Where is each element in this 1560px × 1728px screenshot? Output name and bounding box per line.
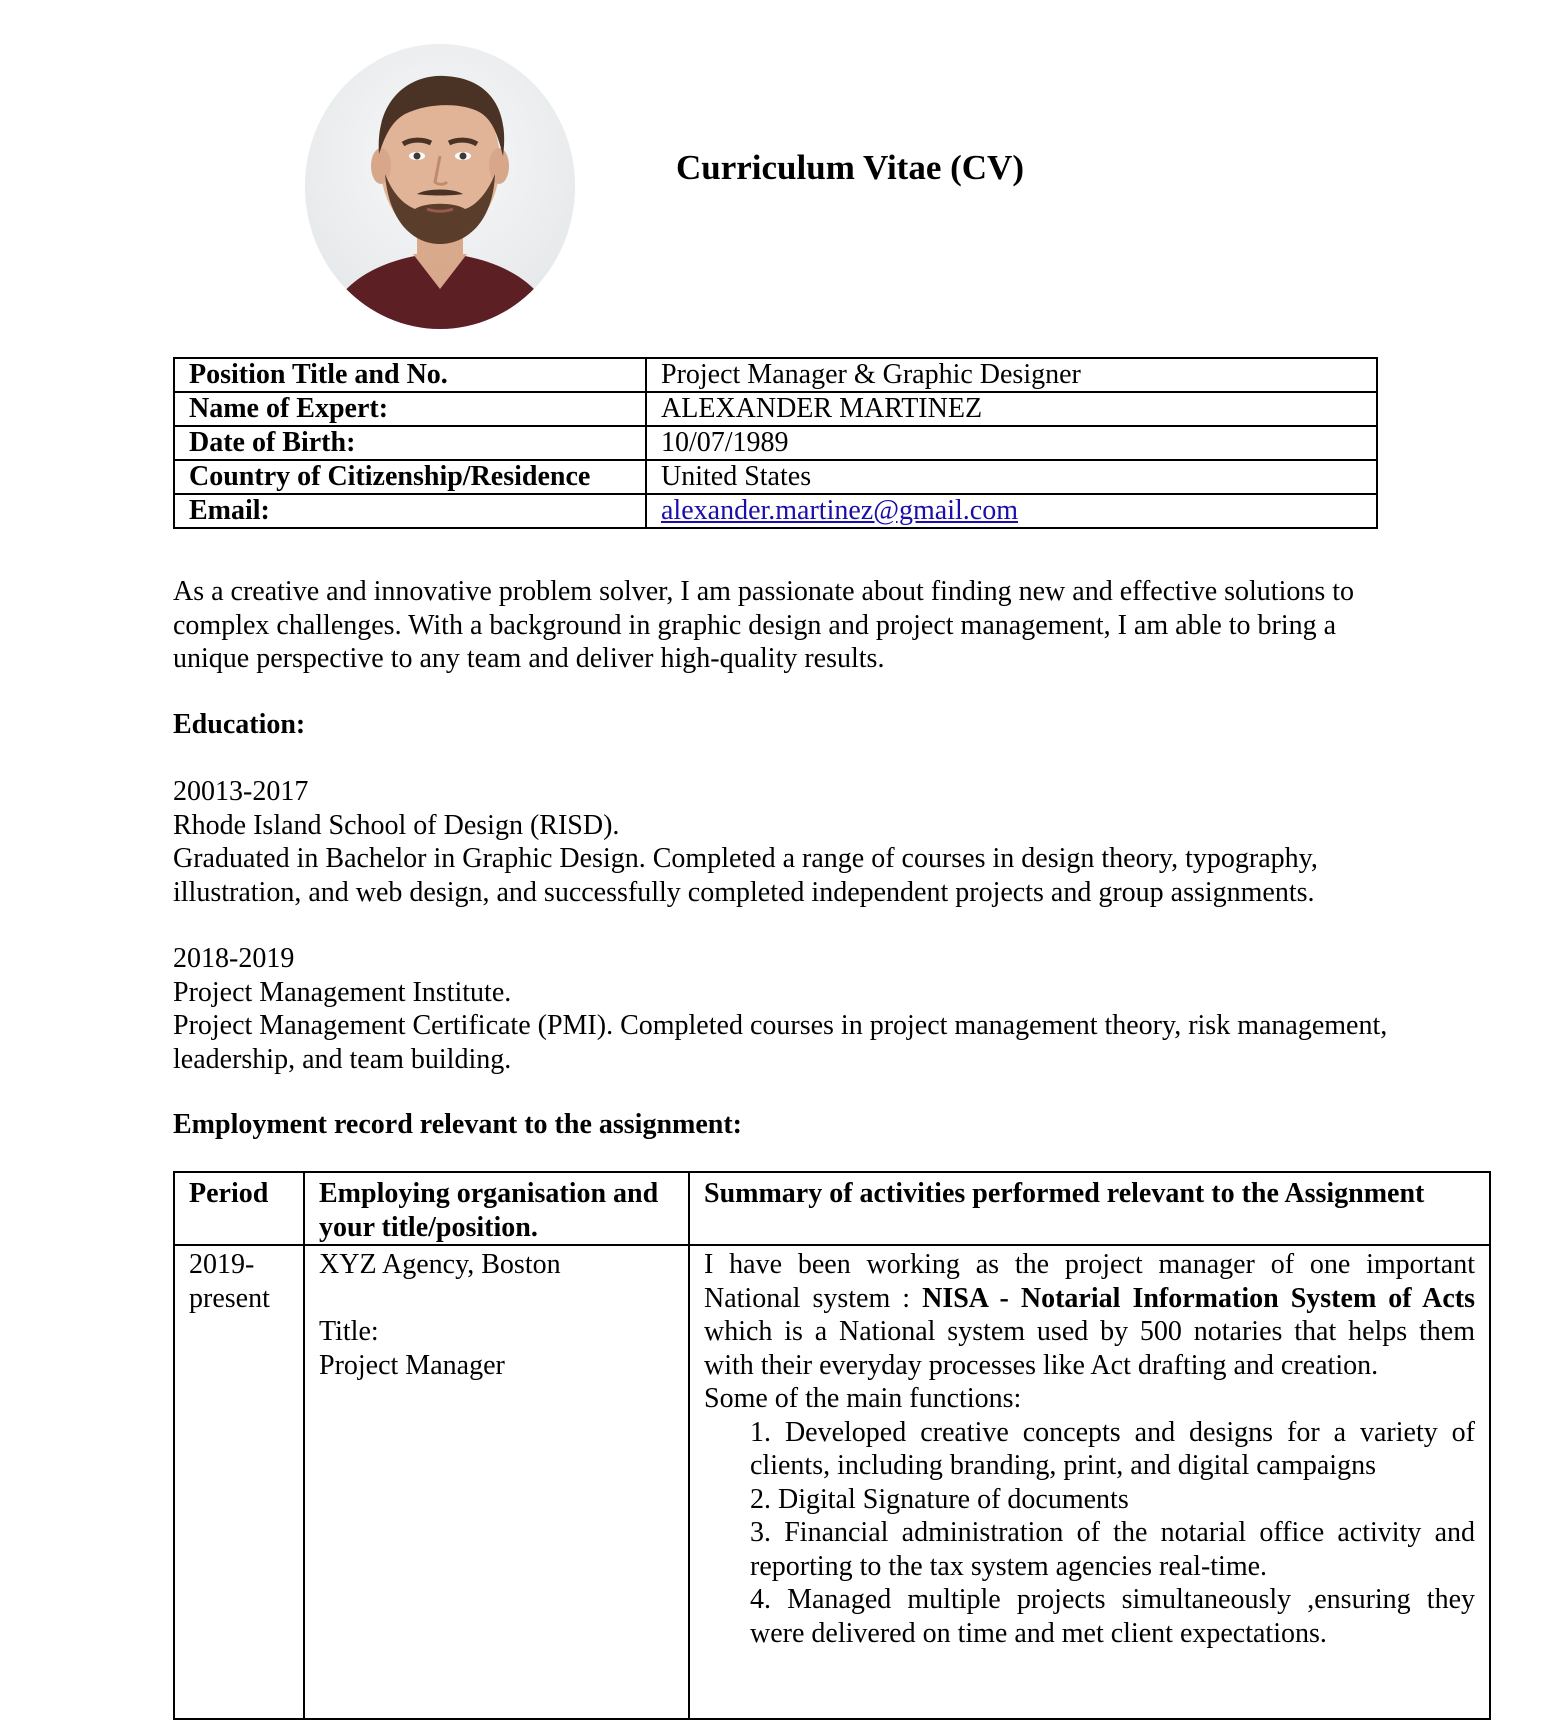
- profile-summary: As a creative and innovative problem solver, I am passionate about finding new and effective solutions to complex challenges. With a background in graphic design and project management, I am able to bring a unique perspective to any team and deliver high-quality results.: [173, 576, 1355, 674]
- info-row-citizenship: [174, 460, 1377, 494]
- employment-row: [174, 1245, 1490, 1719]
- info-value: ALEXANDER MARTINEZ: [646, 392, 1377, 426]
- info-value: 10/07/1989: [646, 426, 1377, 460]
- column-header-period: Period: [174, 1172, 304, 1245]
- education-institution: Rhode Island School of Design (RISD).: [173, 809, 620, 841]
- education-description: Project Management Certificate (PMI). Completed courses in project management theory, risk management, leadership, and team building.: [173, 1010, 1388, 1075]
- info-value: Project Manager & Graphic Designer: [646, 358, 1377, 392]
- employment-organisation: XYZ Agency, Boston: [319, 1249, 561, 1280]
- info-row-email: [174, 494, 1377, 528]
- email-link[interactable]: alexander.martinez@gmail.com: [661, 495, 1018, 526]
- profile-photo-image: [305, 44, 575, 329]
- employment-title-label: Title:: [319, 1316, 379, 1347]
- education-entry: [173, 942, 1403, 1076]
- summary-rest: which is a National system used by 500 notaries that helps them with their everyday processes like Act drafting and creation.: [704, 1316, 1475, 1381]
- education-years: 20013-2017: [173, 776, 309, 807]
- employment-summary: [704, 1248, 1475, 1382]
- list-item: 2. Digital Signature of documents: [750, 1483, 1129, 1515]
- employment-summary-cell: [689, 1245, 1490, 1719]
- info-label: Email:: [174, 494, 646, 528]
- info-row-dob: [174, 426, 1377, 460]
- education-description: Graduated in Bachelor in Graphic Design. Completed a range of courses in design theory, typography, illustration, and web design, and successfully completed independent projects and group assignments.: [173, 843, 1318, 908]
- summary-intro: I have been working as the project manager of one important National system :: [704, 1249, 1475, 1314]
- list-item: 4. Managed multiple projects simultaneously ,ensuring they were delivered on time and met client expectations.: [750, 1584, 1475, 1649]
- column-header-organisation: Employing organisation and your title/position.: [304, 1172, 689, 1245]
- functions-list: [704, 1416, 1475, 1651]
- employment-heading: Employment record relevant to the assignment:: [173, 1109, 742, 1140]
- education-heading: Education:: [173, 709, 306, 740]
- page-title: Curriculum Vitae (CV): [675, 148, 1024, 187]
- info-value: [646, 494, 1377, 528]
- education-entry: [173, 775, 1403, 909]
- column-header-summary: Summary of activities performed relevant to the Assignment: [689, 1172, 1490, 1245]
- list-item: 3. Financial administration of the notarial office activity and reporting to the tax system agencies real-time.: [750, 1517, 1475, 1582]
- info-label: Country of Citizenship/Residence: [174, 460, 646, 494]
- employment-organisation-cell: [304, 1245, 689, 1719]
- info-value: United States: [646, 460, 1377, 494]
- info-label: Name of Expert:: [174, 392, 646, 426]
- profile-photo: [305, 44, 575, 329]
- employment-title: Project Manager: [319, 1349, 505, 1381]
- system-name: NISA - Notarial Information System of Acts: [922, 1282, 1475, 1314]
- list-item: 1. Developed creative concepts and designs for a variety of clients, including branding, print, and digital campaigns: [750, 1416, 1475, 1481]
- info-label: Position Title and No.: [174, 358, 646, 392]
- expert-info-table: [173, 357, 1378, 529]
- employment-header-row: [174, 1172, 1490, 1245]
- info-label: Date of Birth:: [174, 426, 646, 460]
- employment-period: 2019-present: [174, 1245, 304, 1719]
- education-institution: Project Management Institute.: [173, 976, 512, 1008]
- info-row-position: [174, 358, 1377, 392]
- education-years: 2018-2019: [173, 943, 295, 974]
- info-row-name: [174, 392, 1377, 426]
- functions-label: Some of the main functions:: [704, 1383, 1022, 1414]
- employment-table: [173, 1171, 1491, 1720]
